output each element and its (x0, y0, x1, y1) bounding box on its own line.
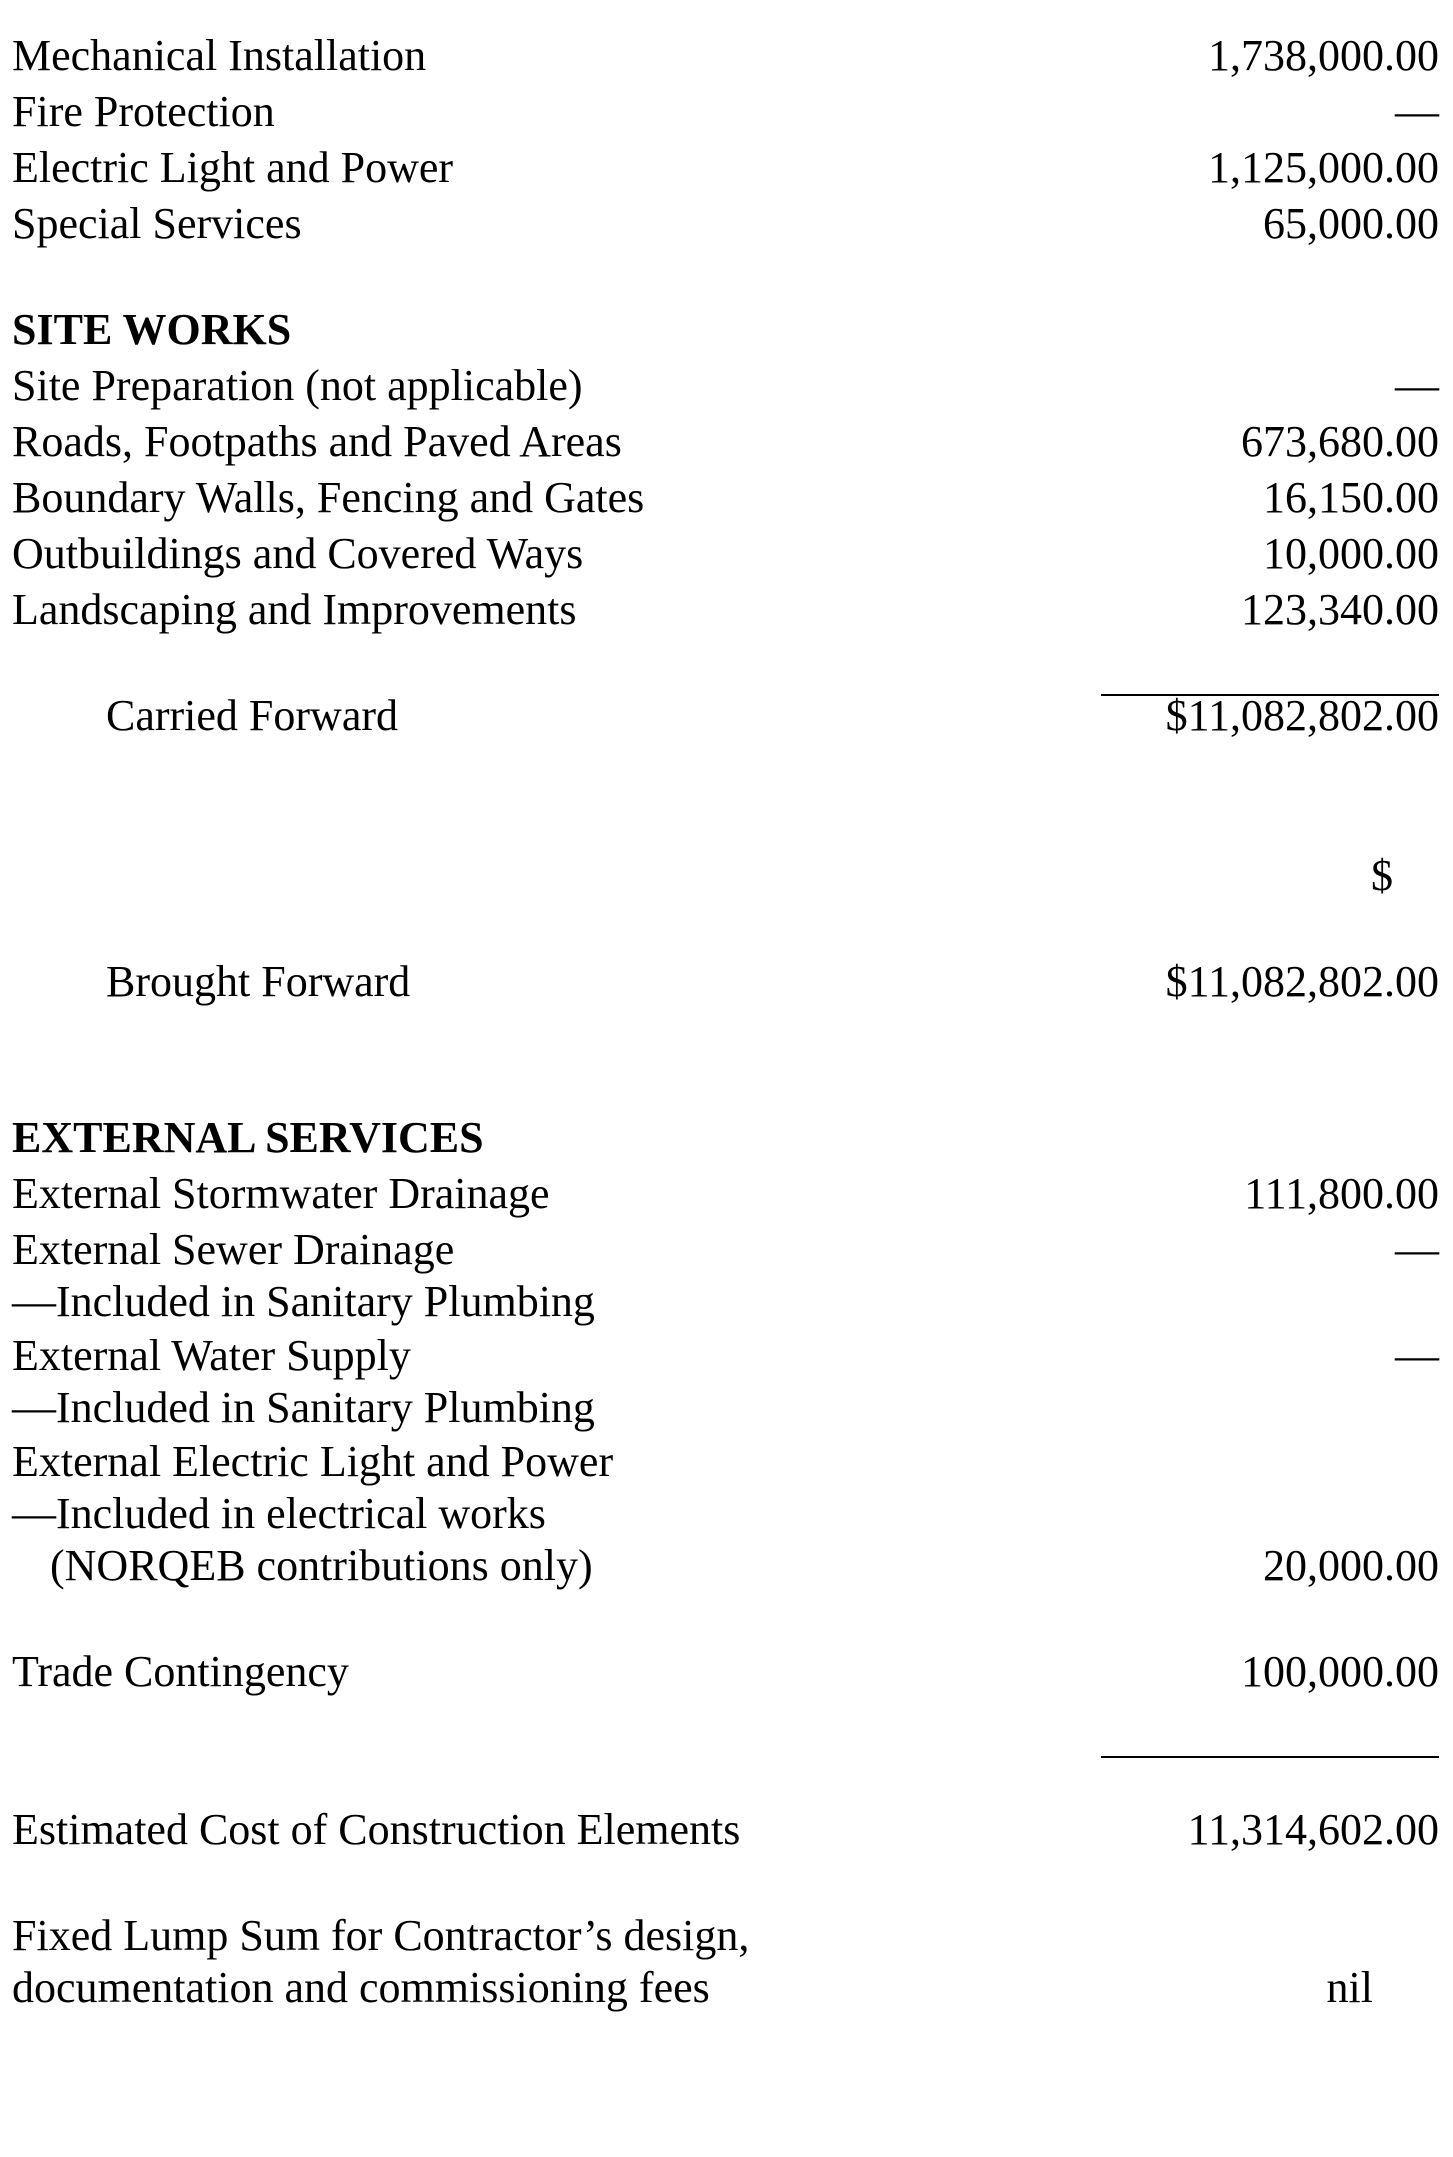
carried-forward-row (0, 690, 1453, 750)
section-heading-external-services (0, 1112, 1453, 1172)
line-item-special-services (0, 198, 1453, 258)
lump-sum-amount: nil (1326, 1963, 1373, 2012)
total-rule (1101, 1756, 1439, 1758)
item-note: (NORQEB contributions only) (50, 1541, 593, 1590)
line-item-external-electric (0, 1436, 1453, 1496)
item-amount: — (1395, 361, 1439, 410)
item-amount: 20,000.00 (1263, 1541, 1439, 1590)
section-heading: EXTERNAL SERVICES (12, 1113, 484, 1162)
item-label: External Electric Light and Power (12, 1437, 614, 1486)
line-item-roads-footpaths (0, 416, 1453, 476)
item-label: Landscaping and Improvements (12, 585, 577, 634)
item-amount: 123,340.00 (1241, 585, 1439, 634)
line-item-site-preparation (0, 360, 1453, 420)
estimated-cost-label: Estimated Cost of Construction Elements (12, 1805, 741, 1854)
line-item-electric-light-and-power (0, 142, 1453, 202)
currency-header-row (0, 850, 1453, 910)
item-amount: 10,000.00 (1263, 529, 1439, 578)
lump-sum-row-2 (0, 1962, 1453, 2022)
item-label: Trade Contingency (12, 1647, 349, 1696)
item-amount: — (1395, 1225, 1439, 1274)
item-amount: 100,000.00 (1241, 1647, 1439, 1696)
line-item-external-electric-note (0, 1488, 1453, 1548)
currency-symbol: $ (1371, 851, 1393, 900)
brought-forward-row (0, 956, 1453, 1016)
carried-forward-amount: $11,082,802.00 (1165, 691, 1439, 740)
item-label: Site Preparation (not applicable) (12, 361, 583, 410)
item-amount: 1,738,000.00 (1208, 31, 1439, 80)
item-note: —Included in Sanitary Plumbing (12, 1383, 595, 1432)
line-item-trade-contingency (0, 1646, 1453, 1706)
item-label: Special Services (12, 199, 302, 248)
line-item-fire-protection (0, 86, 1453, 146)
item-label: Roads, Footpaths and Paved Areas (12, 417, 622, 466)
item-label: External Sewer Drainage (12, 1225, 455, 1274)
lump-sum-row-1 (0, 1910, 1453, 1970)
item-amount: 1,125,000.00 (1208, 143, 1439, 192)
line-item-mechanical-installation (0, 30, 1453, 90)
item-note: —Included in electrical works (12, 1489, 546, 1538)
item-label: External Water Supply (12, 1331, 411, 1380)
line-item-external-electric-note2 (0, 1540, 1453, 1600)
item-label: Fire Protection (12, 87, 275, 136)
brought-forward-label: Brought Forward (106, 957, 411, 1006)
item-amount: — (1395, 87, 1439, 136)
estimated-cost-row (0, 1804, 1453, 1864)
line-item-boundary-walls (0, 472, 1453, 532)
line-item-external-sewer-note (0, 1276, 1453, 1336)
section-heading-site-works (0, 304, 1453, 364)
item-label: Outbuildings and Covered Ways (12, 529, 584, 578)
brought-forward-amount: $11,082,802.00 (1165, 957, 1439, 1006)
lump-sum-label-line2: documentation and commissioning fees (12, 1963, 710, 2012)
item-label: External Stormwater Drainage (12, 1169, 550, 1218)
item-note: —Included in Sanitary Plumbing (12, 1277, 595, 1326)
item-amount: 111,800.00 (1244, 1169, 1439, 1218)
carried-forward-label: Carried Forward (106, 691, 399, 740)
item-amount: 65,000.00 (1263, 199, 1439, 248)
item-label: Boundary Walls, Fencing and Gates (12, 473, 645, 522)
line-item-external-water-note (0, 1382, 1453, 1442)
item-amount: — (1395, 1331, 1439, 1380)
line-item-external-water (0, 1330, 1453, 1390)
line-item-landscaping (0, 584, 1453, 644)
item-amount: 16,150.00 (1263, 473, 1439, 522)
line-item-external-sewer (0, 1224, 1453, 1284)
line-item-outbuildings (0, 528, 1453, 588)
lump-sum-label-line1: Fixed Lump Sum for Contractor’s design, (12, 1911, 750, 1960)
item-label: Mechanical Installation (12, 31, 427, 80)
item-label: Electric Light and Power (12, 143, 454, 192)
line-item-external-stormwater (0, 1168, 1453, 1228)
item-amount: 673,680.00 (1241, 417, 1439, 466)
section-heading: SITE WORKS (12, 305, 292, 354)
estimated-cost-amount: 11,314,602.00 (1187, 1805, 1439, 1854)
